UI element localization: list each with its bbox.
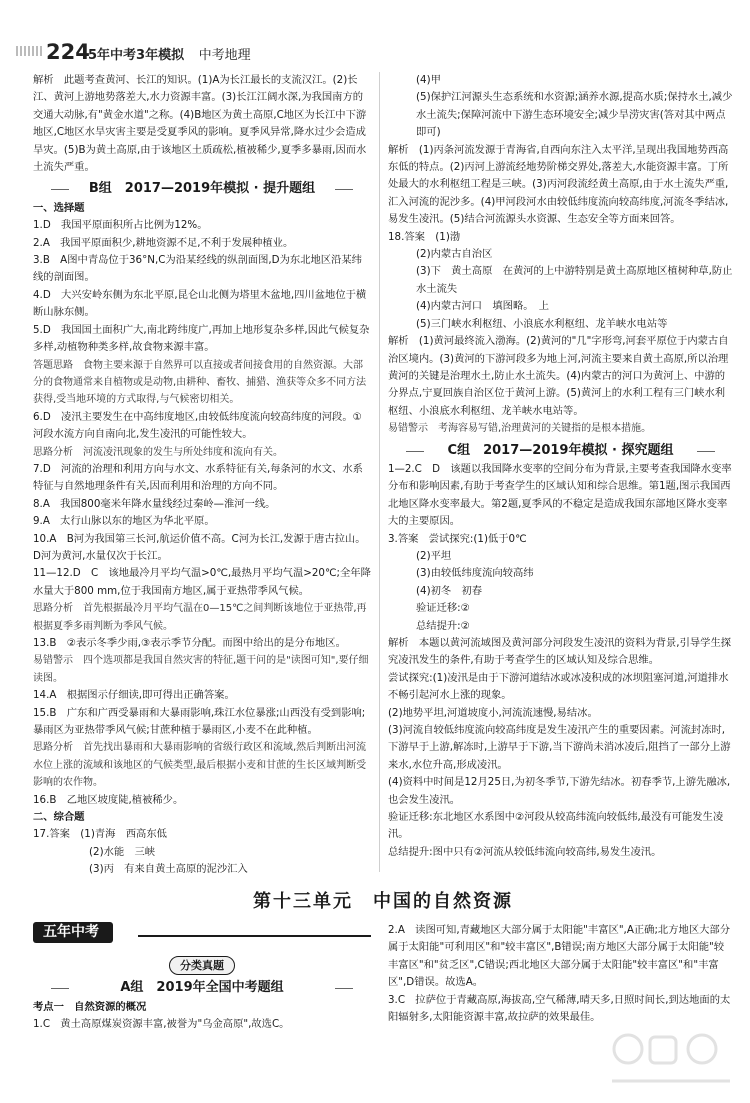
page-header — [16, 40, 736, 66]
q18-line: 解析 (1)黄河最终流入渤海。(2)黄河的"几"字形弯,河套平原位于内蒙古自治区境内。(3)黄河的下游河段多为地上河,河流主要来自黄土高原,所以治理黄河的关键是治理水土,防止水土流失。(4)内蒙古的河口为黄河上、中游的分界点,宁夏回族自治区位于黄河上游。(5)黄河上的水利工程有三门峡水利枢纽、小浪底水利枢纽、龙羊峡水电站等。 — [388, 335, 729, 417]
choice-item: 15.B 广东和广西受暴雨和大暴雨影响,珠江水位暴涨;山西没有受到影响;暴雨区为亚热带季风气候;甘蔗种植于暴雨区,小麦不在此种植。 — [33, 706, 366, 737]
group-c-title: C组 2017—2019年模拟 · 探究题组 — [388, 442, 733, 459]
section-comprehensive-title: 二、综合题 — [33, 811, 85, 824]
group-c-line: 总结提升:图中只有②河流从较低纬流向较高纬,易发生凌汛。 — [388, 845, 662, 858]
group-c-line: 总结提升:② — [416, 619, 470, 632]
group-c-line: 3.答案 尝试探究:(1)低于0℃ — [388, 532, 527, 545]
group-c-line: 验证迁移:东北地区水系图中②河段从较高纬流向较低纬,最没有可能发生凌汛。 — [388, 811, 724, 841]
q18-line: (2)内蒙古自治区 — [416, 248, 493, 261]
q1-line: 1.C 黄土高原煤炭资源丰富,被誉为"乌金高原",故选C。 — [33, 1018, 290, 1031]
group-c-line: (3)河流自较低纬度流向较高纬度是发生凌汛产生的重要因素。河流封冻时,下游早于上游,解冻时,上游早于下游,当下游尚未消冰凌后,阻挡了一部分上游来水,水位升高,形成凌汛。 — [388, 724, 731, 771]
class-badge-text: 分类真题 — [169, 956, 235, 975]
choice-item: 16.B 乙地区坡度陡,植被稀少。 — [33, 793, 184, 806]
choice-item: 1.D 我国平原面积所占比例为12%。 — [33, 219, 208, 232]
choice-item: 7.D 河流的治理和利用方向与水文、水系特征有关,每条河的水文、水系特征与自然地理条件有关,因而利用和治理的方向不同。 — [33, 462, 363, 493]
analysis-paragraph: 解析 (1)丙条河流发源于青海省,自西向东注入太平洋,呈现出我国地势西高东低的特点。(2)丙河上游流经地势阶梯交界处,落差大,水能资源丰富。丁所处最大的水利枢纽工程是三峡。(3)丙河段流经黄土高原,由于水土流失严重,汇入河流的泥沙多。(4)甲河段河水由较低纬度流向较高纬度,河流冬季结冰,易发生凌汛。(5)结合河流源头水资源、生态安全等方面来回答。 — [388, 143, 729, 226]
q18-line: (4)内蒙古河口 填图略。 上 — [416, 300, 549, 313]
group-c-line: 解析 本题以黄河流域图及黄河部分河段发生凌汛的资料为背景,引导学生探究凌汛发生的条件,有助于考查学生的区域认知及综合思维。 — [388, 637, 732, 667]
subject-text: 中考地理 — [198, 48, 251, 63]
tip-note: 思路分析 首先找出暴雨和大暴雨影响的省级行政区和流域,然后判断出河流水位上涨的流域和该地区的气候类型,最后根据小麦和甘蔗的生长区域判断受影响的农作物。 — [33, 742, 367, 789]
q18-line: (3)下 黄土高原 在黄河的上中游特别是黄土高原地区植树种草,防止水土流失 — [416, 265, 733, 295]
group-a-title: A组 2019年全国中考题组 — [33, 979, 371, 996]
banner-rule — [138, 935, 371, 937]
q18-line: 18.答案 (1)渤 — [388, 230, 461, 243]
group-b-title: B组 2017—2019年模拟 · 提升题组 — [33, 180, 371, 197]
group-c-line: 1—2.C D 该题以我国降水变率的空间分布为背景,主要考查我国降水变率分布和影响因素,有助于考查学生的区域认知和综合思维。第1题,图示我国西北地区降水变率最大。第2题,夏季风的不稳定是造成我国东部地区降水变率大的主要原因。 — [388, 462, 732, 528]
choice-items — [33, 217, 371, 809]
choice-item: 3.B A图中青岛位于36°N,C为沿某经线的纵剖面图,D为东北地区沿某纬线的剖面图。 — [33, 254, 362, 284]
answer-line: (5)保护江河源头生态系统和水资源;涵养水源,提高水质;保持水土,减少水土流失;保障河流中下游生态环境安全;减少旱涝灾害(答对其中两点即可) — [416, 91, 733, 139]
tip-note: 易错警示 四个选项都是我国自然灾害的特征,题干问的是"读图可知",要仔细读图。 — [33, 655, 369, 684]
group-c-items — [388, 461, 733, 861]
answer-line: 2.A 读图可知,青藏地区大部分属于太阳能"丰富区",A正确;北方地区大部分属于太阳能"可利用区"和"较丰富区",B错误;南方地区大部分属于太阳能"较丰富区"和"贫乏区",C错误;西北地区大部分属于太阳能"较丰富区"和"丰富区",D错误。故选A。 — [388, 924, 731, 989]
bottom-left-block — [33, 922, 371, 1034]
tip-note: 思路分析 河流凌汛现象的发生与所处纬度和流向有关。 — [33, 446, 283, 458]
choice-item: 2.A 我国平原面积少,耕地资源不足,不利于发展种植业。 — [33, 236, 294, 249]
group-c-line: (4)初冬 初春 — [416, 584, 483, 597]
tip-note: 思路分析 首先根据最冷月平均气温在0—15℃之间判断该地位于亚热带,再根据夏季多雨判断为季风气候。 — [33, 603, 367, 632]
corner-decoration — [16, 46, 44, 56]
group-c-line: 验证迁移:② — [416, 602, 470, 615]
answer-line: (4)甲 — [416, 74, 441, 86]
tip-note: 答题思路 食物主要来源于自然界可以直接或者间接食用的自然资源。大部分的食物通常来自植物或是动物,由耕种、畜牧、捕猎、渔获等众多不同方法获得,受当地环境的方式取得,与气候密切相关。 — [33, 359, 367, 406]
page-number: 224 — [46, 40, 90, 64]
five-year-badge: 五年中考 — [33, 922, 113, 943]
book-title-text: 5年中考3年模拟 — [88, 48, 185, 63]
group-c-line: (3)由较低纬度流向较高纬 — [416, 567, 534, 580]
q17-line: 17.答案 (1)青海 西高东低 — [33, 828, 167, 841]
choice-item: 5.D 我国国土面积广大,南北跨纬度广,再加上地形复杂多样,因此气候复杂多样,动植物种类多样,故食物来源丰富。 — [33, 323, 370, 354]
five-year-banner — [33, 922, 371, 950]
choice-item: 13.B ②表示冬季少雨,③表示季节分配。而图中给出的是分布地区。 — [33, 637, 346, 649]
unit-title: 第十三单元 中国的自然资源 — [253, 891, 513, 912]
right-column — [388, 72, 733, 861]
group-c-line: (2)平坦 — [416, 549, 452, 562]
left-column — [33, 72, 371, 879]
group-c-line: (4)资料中时间是12月25日,为初冬季节,下游先结冰。初春季节,上游先融冰,也会发生凌汛。 — [388, 776, 731, 806]
column-divider — [379, 72, 380, 872]
choice-item: 6.D 凌汛主要发生在中高纬度地区,由较低纬度流向较高纬度的河段。①河段水流方向自南向北,发生凌汛的可能性较大。 — [33, 410, 362, 441]
group-c-line: (2)地势平坦,河道坡度小,河流流速慢,易结冰。 — [388, 706, 598, 719]
bottom-right-block — [388, 922, 733, 1026]
group-c-line: 尝试探究:(1)凌汛是由于下游河道结冰或冰凌积成的冰坝阻塞河道,河道排水不畅引起河水上涨的现象。 — [388, 671, 729, 702]
book-title — [88, 44, 251, 63]
choice-item: 14.A 根据图示仔细读,即可得出正确答案。 — [33, 689, 235, 702]
choice-item: 9.A 太行山脉以东的地区为华北平原。 — [33, 515, 215, 528]
section-choice-title: 一、选择题 — [33, 201, 85, 214]
point-title: 考点一 自然资源的概况 — [33, 1000, 147, 1013]
tip-note: 易错警示 考海容易写错,治理黄河的关键指的是根本措施。 — [388, 423, 652, 435]
watermark-logo — [606, 1025, 736, 1095]
choice-item: 10.A B河为我国第三长河,航运价值不高。C河为长江,发源于唐古拉山。D河为黄河,水量仅次于长江。 — [33, 532, 366, 562]
q18-block — [388, 229, 733, 438]
q17-line: (2)水能 三峡 — [89, 845, 156, 858]
unit-banner — [33, 887, 733, 915]
choice-item: 8.A 我国800毫米年降水量线经过秦岭—淮河一线。 — [33, 497, 276, 510]
intro-paragraph: 解析 此题考查黄河、长江的知识。(1)A为长江最长的支流汉江。(2)长江、黄河上游地势落差大,水力资源丰富。(3)长江江阔水深,为我国南方的交通大动脉,有"黄金水道"之称。(4)B地区为黄土高原,C地区为长江中下游地区,C地区水旱灾害主要是受夏季风的影响。夏季风异常,降水过少会造成旱灾。(5)B为黄土高原,由于该地区土质疏松,植被稀少,夏季多暴雨,因而水土流失严重。 — [33, 74, 367, 174]
class-badge — [33, 956, 371, 975]
choice-item: 11—12.D C 该地最冷月平均气温>0℃,最热月平均气温>20℃;全年降水量大于800 mm,位于我国南方地区,属于亚热带季风气候。 — [33, 567, 371, 597]
q18-line: (5)三门峡水利枢纽、小浪底水利枢纽、龙羊峡水电站等 — [416, 317, 668, 330]
q17-line: (3)丙 有来自黄土高原的泥沙汇入 — [89, 863, 248, 876]
answer-line: 3.C 拉萨位于青藏高原,海拔高,空气稀薄,晴天多,日照时间长,到达地面的太阳辐射多,太阳能资源丰富,故拉萨的效果最佳。 — [388, 993, 731, 1024]
choice-item: 4.D 大兴安岭东侧为东北平原,昆仑山北侧为塔里木盆地,四川盆地位于横断山脉东侧。 — [33, 288, 367, 319]
